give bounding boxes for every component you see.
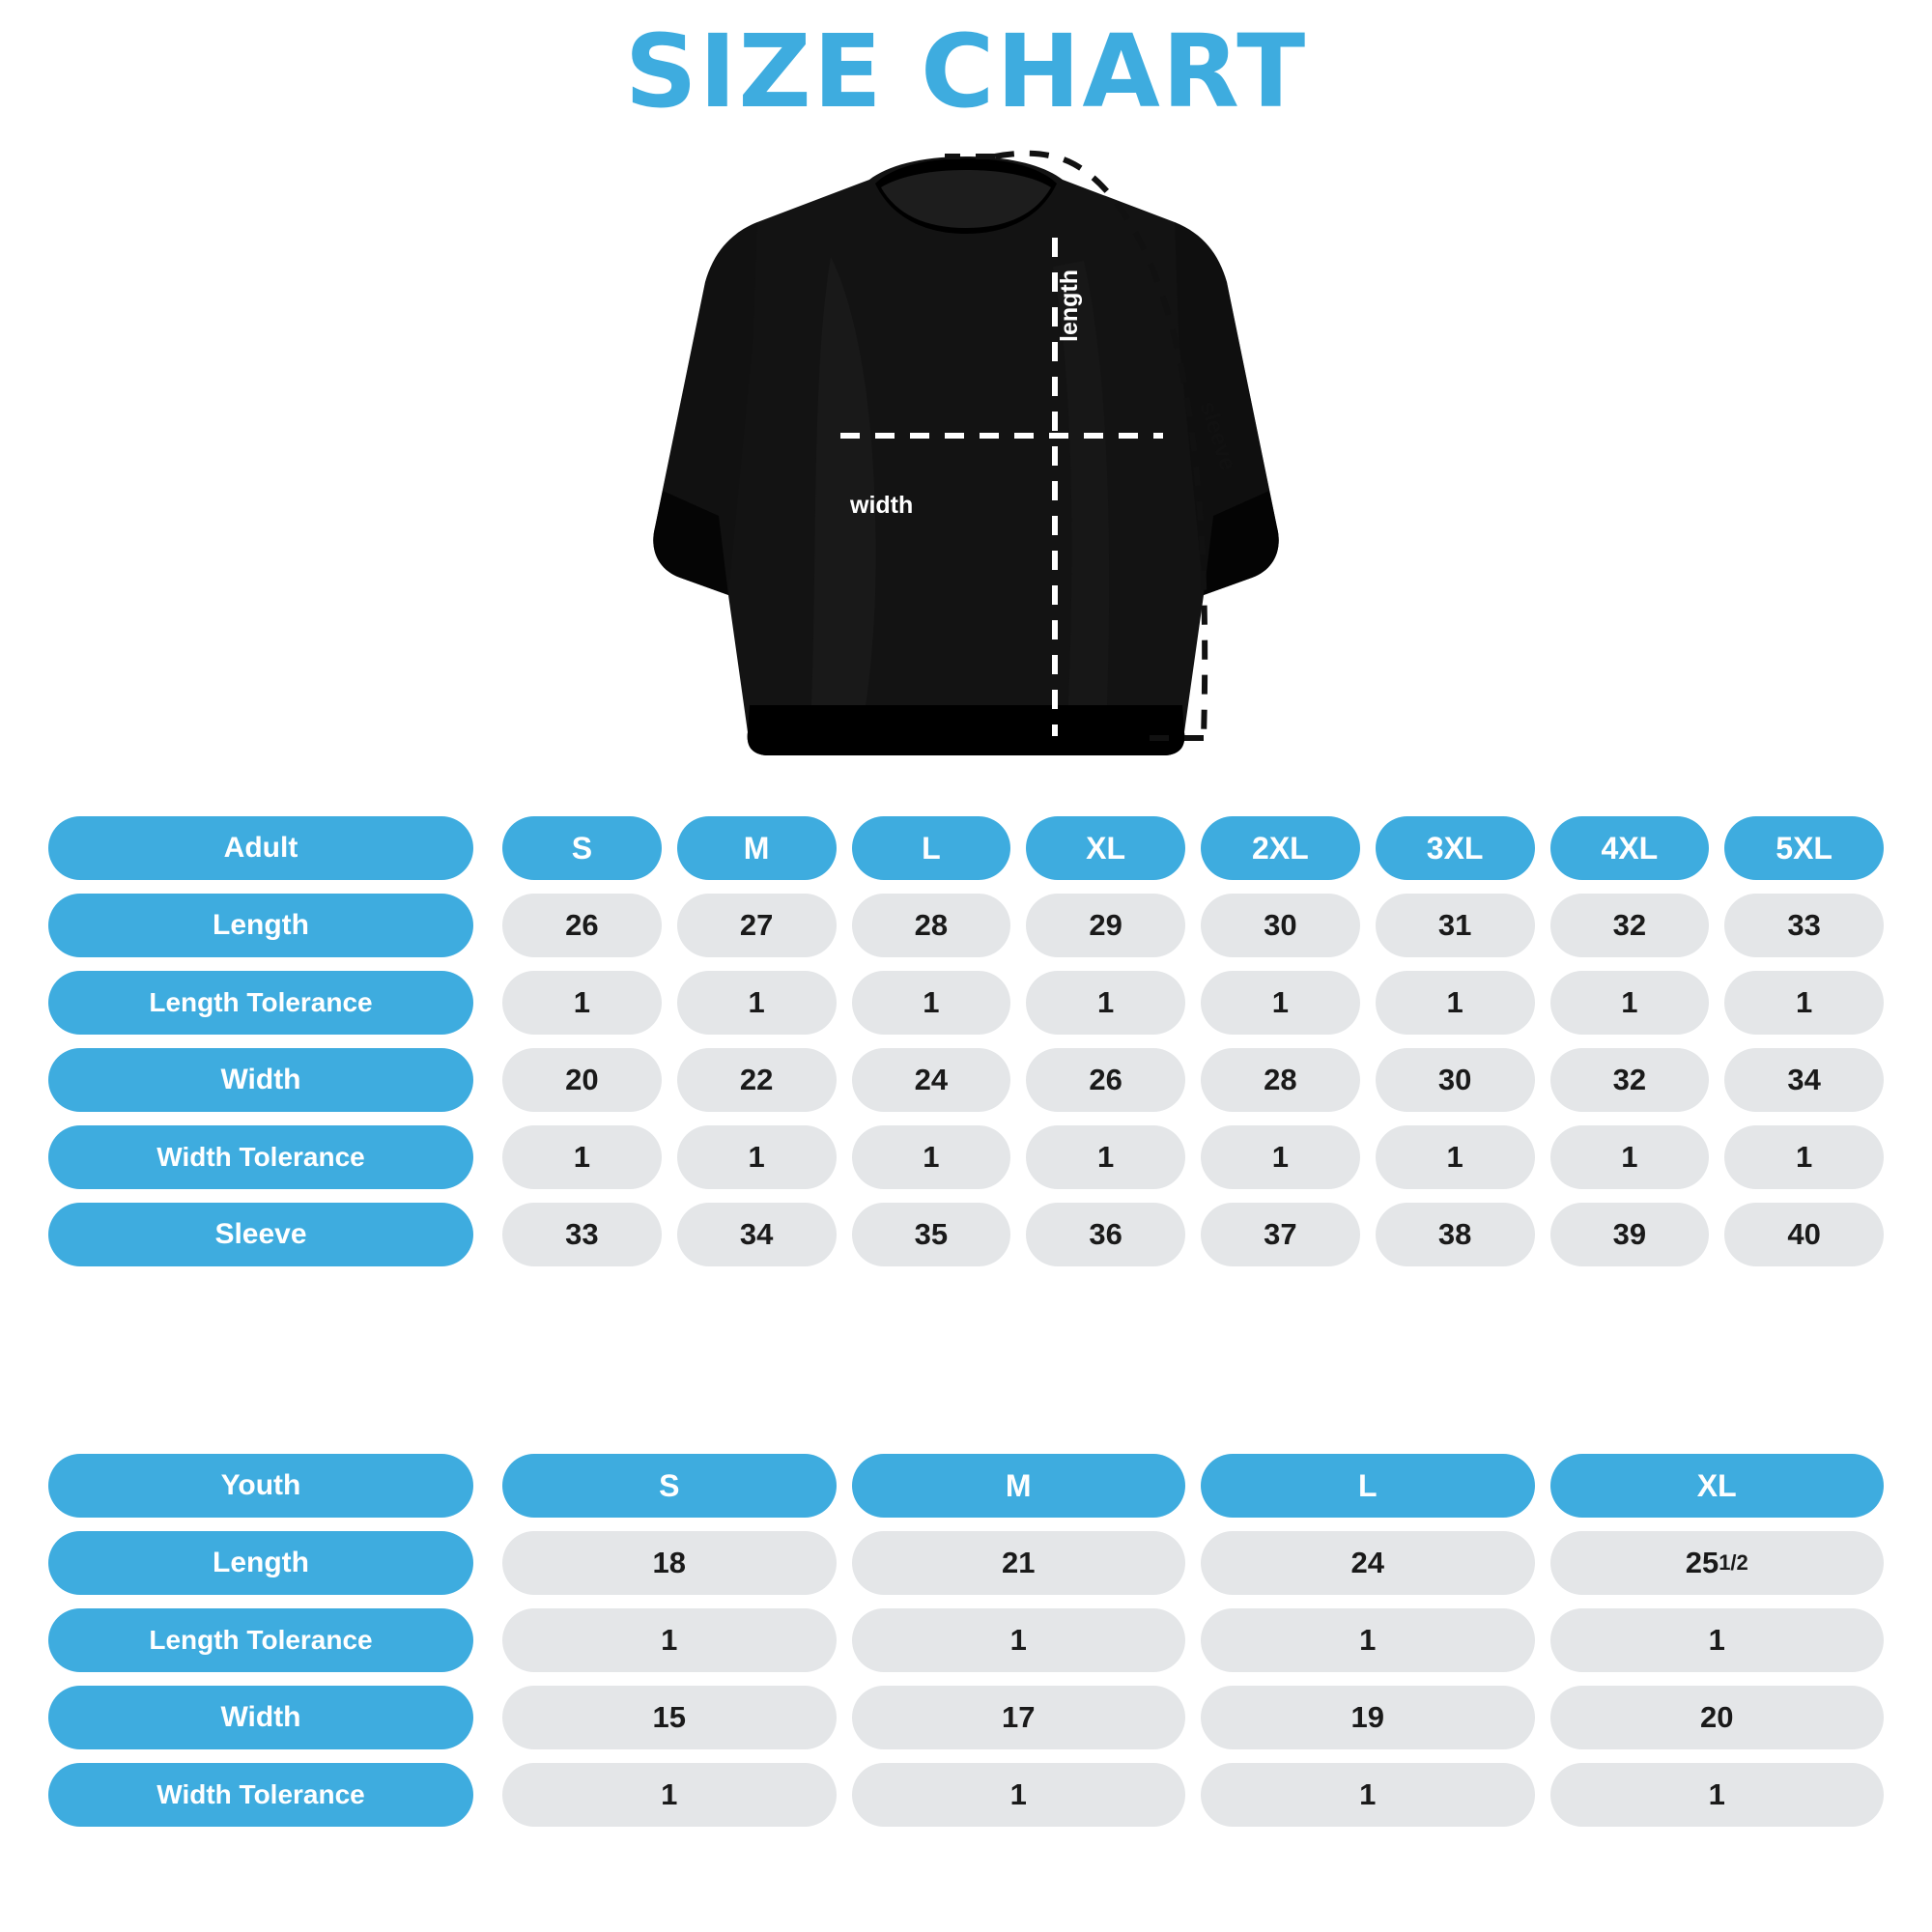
- youth-row-label-length: Length: [48, 1531, 473, 1595]
- cell-width-tolerance-2xl: 1: [1201, 1125, 1360, 1189]
- cell-width-4xl: 32: [1550, 1048, 1710, 1112]
- cell-width-tolerance-3xl: 1: [1376, 1125, 1535, 1189]
- adult-header-label: Adult: [48, 816, 473, 880]
- column-header-m: M: [677, 816, 837, 880]
- length-dimension-label: length: [1056, 270, 1083, 342]
- cell-sleeve-m: 34: [677, 1203, 837, 1266]
- cell-length-tolerance-m: 1: [677, 971, 837, 1035]
- cell-length-tolerance-s: 1: [502, 971, 662, 1035]
- row-label-length-tolerance: Length Tolerance: [48, 971, 473, 1035]
- youth-cell-length-tolerance-xl: 1: [1550, 1608, 1885, 1672]
- cell-length-xl: 29: [1026, 894, 1185, 957]
- width-dimension-label: width: [850, 492, 914, 519]
- table-row: [48, 1763, 1884, 1827]
- youth-column-header-m: M: [852, 1454, 1186, 1518]
- column-header-xl: XL: [1026, 816, 1185, 880]
- cell-width-2xl: 28: [1201, 1048, 1360, 1112]
- table-row: [48, 1686, 1884, 1749]
- page-title: SIZE CHART: [624, 13, 1308, 130]
- sweatshirt-image: [638, 141, 1294, 798]
- cell-width-tolerance-m: 1: [677, 1125, 837, 1189]
- cell-length-tolerance-l: 1: [852, 971, 1011, 1035]
- youth-cell-length-xl: 25 1/2: [1550, 1531, 1885, 1595]
- cell-length-2xl: 30: [1201, 894, 1360, 957]
- youth-cell-length-tolerance-m: 1: [852, 1608, 1186, 1672]
- cell-width-tolerance-5xl: 1: [1724, 1125, 1884, 1189]
- youth-cell-length-l: 24: [1201, 1531, 1535, 1595]
- youth-header-label: Youth: [48, 1454, 473, 1518]
- cell-sleeve-xl: 36: [1026, 1203, 1185, 1266]
- cell-length-tolerance-xl: 1: [1026, 971, 1185, 1035]
- cell-length-5xl: 33: [1724, 894, 1884, 957]
- youth-cell-width-tolerance-s: 1: [502, 1763, 837, 1827]
- youth-cell-length-tolerance-s: 1: [502, 1608, 837, 1672]
- youth-row-label-length-tolerance: Length Tolerance: [48, 1608, 473, 1672]
- garment-illustration: [0, 131, 1932, 808]
- cell-sleeve-s: 33: [502, 1203, 662, 1266]
- table-row: [48, 1608, 1884, 1672]
- table-row: [48, 1531, 1884, 1595]
- table-row: [48, 1048, 1884, 1112]
- cell-length-3xl: 31: [1376, 894, 1535, 957]
- cell-sleeve-l: 35: [852, 1203, 1011, 1266]
- cell-length-m: 27: [677, 894, 837, 957]
- cell-length-s: 26: [502, 894, 662, 957]
- column-header-s: S: [502, 816, 662, 880]
- cell-width-tolerance-l: 1: [852, 1125, 1011, 1189]
- cell-length-tolerance-2xl: 1: [1201, 971, 1360, 1035]
- column-header-4xl: 4XL: [1550, 816, 1710, 880]
- cell-sleeve-3xl: 38: [1376, 1203, 1535, 1266]
- row-label-width: Width: [48, 1048, 473, 1112]
- sweatshirt-icon: [638, 141, 1294, 798]
- cell-length-tolerance-5xl: 1: [1724, 971, 1884, 1035]
- cell-sleeve-2xl: 37: [1201, 1203, 1360, 1266]
- table-header-row: [48, 816, 1884, 880]
- cell-length-l: 28: [852, 894, 1011, 957]
- youth-column-header-l: L: [1201, 1454, 1535, 1518]
- column-header-3xl: 3XL: [1376, 816, 1535, 880]
- table-header-row: [48, 1454, 1884, 1518]
- adult-size-table: [48, 816, 1884, 1280]
- sleeve-dimension-label: sleeve: [1194, 398, 1241, 474]
- youth-cell-width-l: 19: [1201, 1686, 1535, 1749]
- cell-width-tolerance-s: 1: [502, 1125, 662, 1189]
- youth-cell-length-s: 18: [502, 1531, 837, 1595]
- row-label-width-tolerance: Width Tolerance: [48, 1125, 473, 1189]
- row-label-sleeve: Sleeve: [48, 1203, 473, 1266]
- youth-cell-length-tolerance-l: 1: [1201, 1608, 1535, 1672]
- cell-length-tolerance-3xl: 1: [1376, 971, 1535, 1035]
- column-header-l: L: [852, 816, 1011, 880]
- cell-width-xl: 26: [1026, 1048, 1185, 1112]
- cell-width-tolerance-4xl: 1: [1550, 1125, 1710, 1189]
- youth-size-table: [48, 1454, 1884, 1840]
- youth-cell-width-tolerance-l: 1: [1201, 1763, 1535, 1827]
- youth-row-label-width: Width: [48, 1686, 473, 1749]
- youth-row-label-width-tolerance: Width Tolerance: [48, 1763, 473, 1827]
- cell-width-5xl: 34: [1724, 1048, 1884, 1112]
- youth-cell-width-tolerance-xl: 1: [1550, 1763, 1885, 1827]
- cell-width-l: 24: [852, 1048, 1011, 1112]
- cell-width-tolerance-xl: 1: [1026, 1125, 1185, 1189]
- youth-cell-width-m: 17: [852, 1686, 1186, 1749]
- cell-width-s: 20: [502, 1048, 662, 1112]
- table-row: [48, 971, 1884, 1035]
- youth-cell-length-m: 21: [852, 1531, 1186, 1595]
- youth-cell-width-tolerance-m: 1: [852, 1763, 1186, 1827]
- cell-length-4xl: 32: [1550, 894, 1710, 957]
- table-row: [48, 894, 1884, 957]
- column-header-5xl: 5XL: [1724, 816, 1884, 880]
- table-row: [48, 1203, 1884, 1266]
- cell-sleeve-4xl: 39: [1550, 1203, 1710, 1266]
- youth-cell-width-s: 15: [502, 1686, 837, 1749]
- cell-sleeve-5xl: 40: [1724, 1203, 1884, 1266]
- youth-column-header-s: S: [502, 1454, 837, 1518]
- cell-length-tolerance-4xl: 1: [1550, 971, 1710, 1035]
- cell-width-m: 22: [677, 1048, 837, 1112]
- column-header-2xl: 2XL: [1201, 816, 1360, 880]
- youth-column-header-xl: XL: [1550, 1454, 1885, 1518]
- row-label-length: Length: [48, 894, 473, 957]
- table-row: [48, 1125, 1884, 1189]
- cell-width-3xl: 30: [1376, 1048, 1535, 1112]
- youth-cell-width-xl: 20: [1550, 1686, 1885, 1749]
